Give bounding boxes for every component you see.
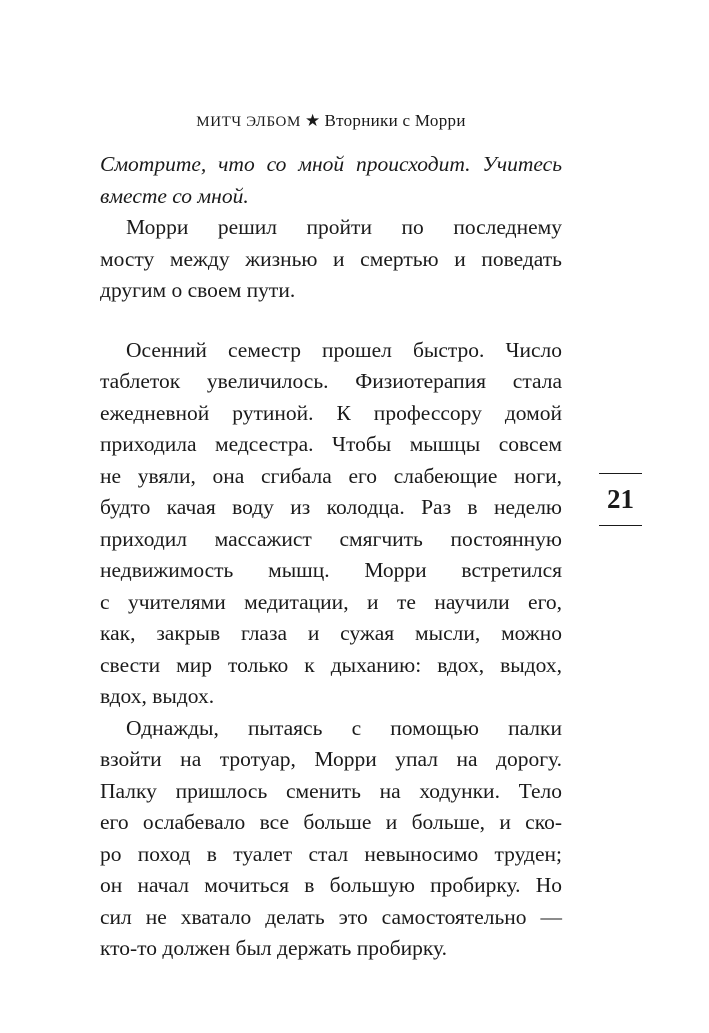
paragraph	[100, 713, 562, 965]
text-line: вдох, выдох.	[100, 684, 215, 708]
paragraph	[100, 335, 562, 713]
text-line: недвижимость мышц. Морри встретился	[100, 558, 562, 582]
text-line: мосту между жизнью и смертью и поведать	[100, 246, 562, 271]
text-line: будто качая воду из колодца. Раз в неделю	[100, 495, 562, 519]
text-line: кто-то должен был держать пробирку.	[100, 936, 448, 960]
text-line: Однажды, пытаясь с помощью палки	[126, 715, 562, 740]
text-line: ежедневной рутиной. К профессору домой	[100, 400, 562, 425]
header-author: МИТЧ ЭЛБОМ	[196, 114, 301, 130]
text-line: взойти на тротуар, Морри упал на дорогу.	[100, 747, 562, 771]
text-line: Морри решил пройти по последнему	[126, 215, 562, 239]
text-line: приходила медсестра. Чтобы мышцы совсем	[100, 432, 562, 456]
text-line: ро поход в туалет стал невыносимо труден;	[100, 841, 562, 866]
text-line: вместе со мной.	[100, 183, 249, 208]
running-header	[100, 111, 562, 131]
text-line: таблеток увеличилось. Физиотерапия стала	[100, 369, 562, 393]
text-line: сил не хватало делать это самостоятельно —	[100, 904, 562, 929]
text-line: Смотрите, что со мной происходит. Учитесь	[100, 152, 562, 176]
header-book-title: Вторники с Морри	[324, 111, 466, 130]
text-line: другим о своем пути.	[100, 278, 296, 302]
section-break	[100, 307, 562, 335]
star-icon: ★	[304, 111, 321, 130]
text-line: Палку пришлось сменить на ходунки. Тело	[100, 778, 562, 803]
text-line: приходил массажист смягчить постоянную	[100, 526, 562, 551]
text-line: он начал мочиться в большую пробирку. Но	[100, 873, 562, 897]
text-line: его ослабевало все больше и больше, и ско-	[100, 810, 562, 834]
text-line: с учителями медитации, и те научили его,	[100, 589, 562, 614]
page-number: 21	[599, 473, 642, 526]
paragraph-italic-quote	[100, 149, 562, 212]
text-line: как, закрыв глаза и сужая мысли, можно	[100, 621, 562, 645]
text-line: не увяли, она сгибала его слабеющие ноги,	[100, 463, 562, 488]
text-line: Осенний семестр прошел быстро. Число	[126, 337, 562, 362]
paragraph	[100, 212, 562, 307]
body-text	[100, 149, 562, 965]
text-line: свести мир только к дыханию: вдох, выдох,	[100, 652, 562, 677]
